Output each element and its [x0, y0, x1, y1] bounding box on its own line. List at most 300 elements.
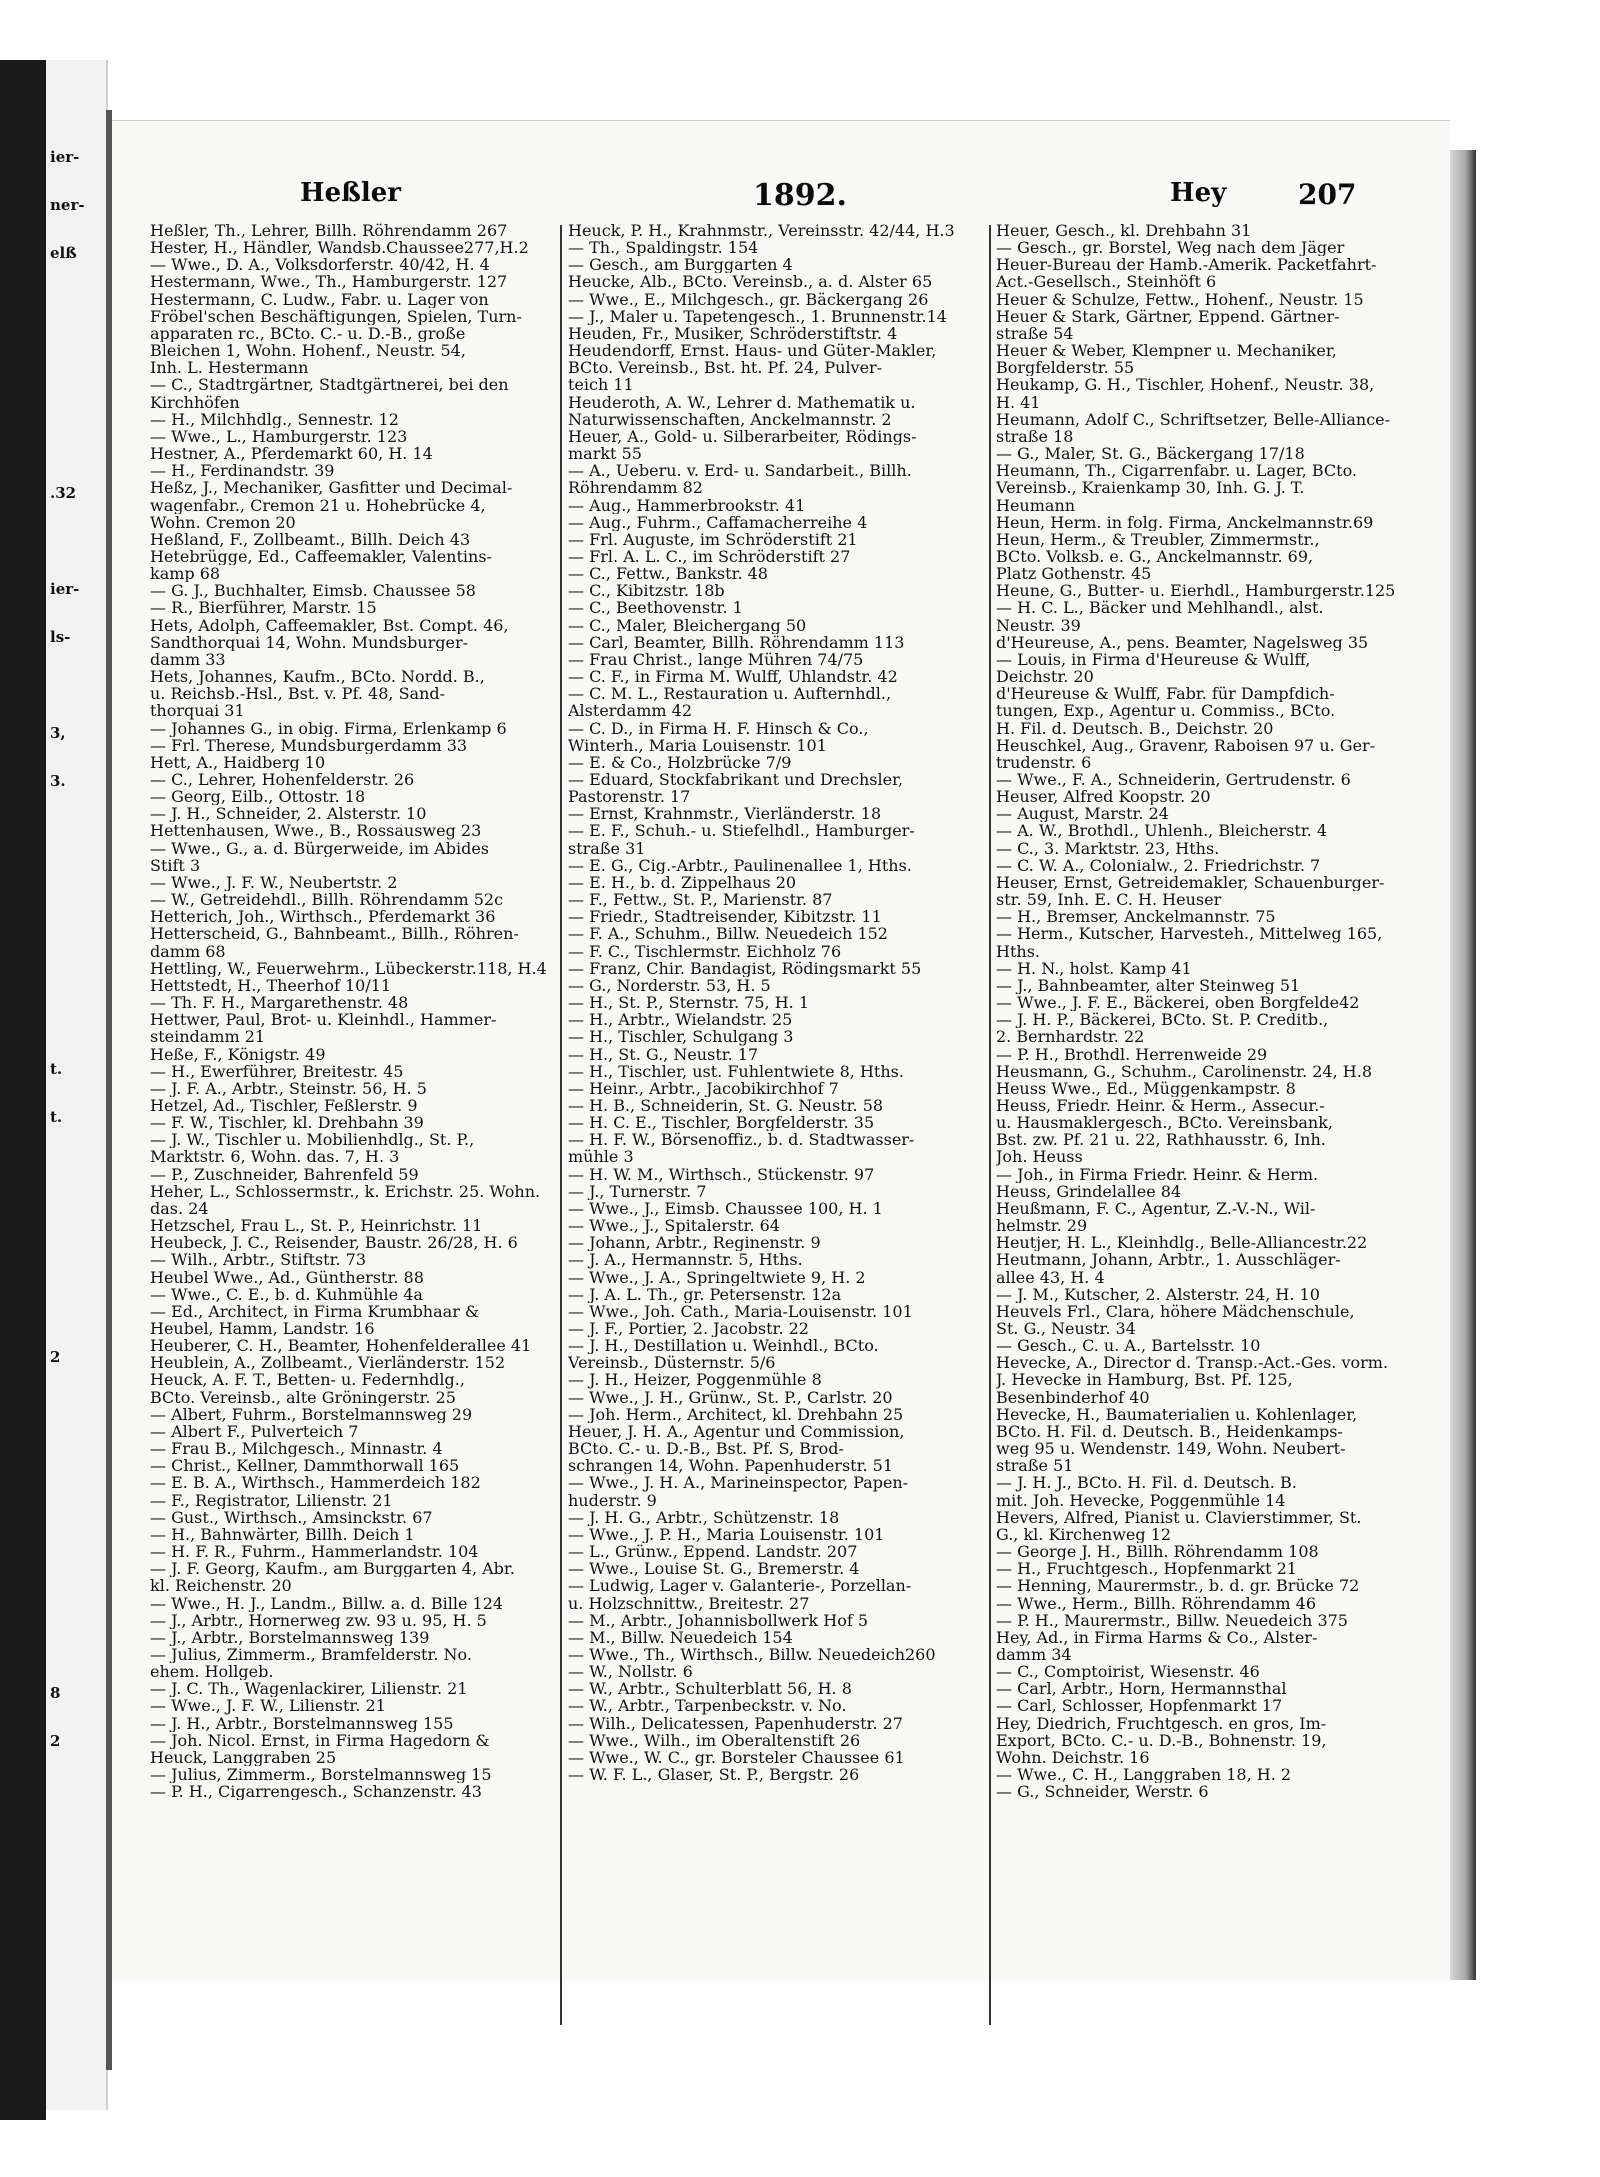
right-catchword: Hey: [1170, 178, 1227, 208]
directory-entry-line: Hey, Ad., in Firma Harms & Co., Alster-: [996, 1628, 1318, 1646]
directory-entry-line: Heuss Wwe., Ed., Müggenkampstr. 8: [996, 1079, 1296, 1097]
directory-entry-line: — Th., Spaldingstr. 154: [568, 239, 759, 257]
page-edge-shadow: [1450, 150, 1476, 1980]
directory-entry-line: — C., Lehrer, Hohenfelderstr. 26: [150, 771, 415, 789]
directory-entry-line: — H. B., Schneiderin, St. G. Neustr. 58: [568, 1096, 884, 1115]
directory-entry-line: — Wwe., J. H., Grünw., St. P., Carlstr. 20: [568, 1388, 893, 1406]
directory-entry-line: — W., Getreidehdl., Billh. Röhrendamm 52c: [150, 891, 504, 909]
directory-entry-line: allee 43, H. 4: [996, 1268, 1105, 1286]
directory-entry-line: — M., Billw. Neuedeich 154: [568, 1628, 793, 1646]
directory-entry-line: u. Hausmaklergesch., BCto. Vereinsbank,: [996, 1114, 1333, 1132]
directory-entry-line: — C., Kibitzstr. 18b: [568, 582, 725, 600]
directory-entry-line: Hestermann, C. Ludw., Fabr. u. Lager von: [150, 290, 489, 308]
directory-entry-line: markt 55: [568, 445, 642, 463]
directory-entry-line: Hetebrügge, Ed., Caffeemakler, Valentins-: [150, 547, 492, 566]
directory-entry-line: — J. F., Portier, 2. Jacobstr. 22: [568, 1320, 809, 1338]
directory-entry-line: wagenfabr., Cremon 21 u. Hohebrücke 4,: [150, 496, 486, 514]
directory-entry-line: — F. C., Tischlermstr. Eichholz 76: [568, 942, 842, 960]
directory-entry-line: straße 54: [996, 324, 1074, 343]
directory-entry-line: straße 31: [568, 839, 646, 857]
directory-entry-line: — Carl, Beamter, Billh. Röhrendamm 113: [568, 633, 905, 651]
directory-entry-line: u. Reichsb.-Hsl., Bst. v. Pf. 48, Sand-: [150, 685, 446, 703]
directory-entry-line: Hettling, W., Feuerwehrm., Lübeckerstr.118, H.4: [150, 959, 547, 977]
directory-entry-line: ehem. Hollgeb.: [150, 1663, 274, 1681]
directory-entry-line: Heumann, Adolf C., Schriftsetzer, Belle-Alliance-: [996, 410, 1391, 428]
directory-entry-line: — A. W., Brothdl., Uhlenh., Bleicherstr. 4: [996, 822, 1328, 840]
directory-entry-line: — Wwe., J., Spitalerstr. 64: [568, 1217, 780, 1235]
directory-entry-line: — Wwe., F. A., Schneiderin, Gertrudenstr. 6: [996, 771, 1351, 789]
directory-entry-line: thorquai 31: [150, 702, 245, 720]
directory-entry-line: Röhrendamm 82: [568, 479, 703, 497]
directory-entry-line: Heuer-Bureau der Hamb.-Amerik. Packetfahrt-: [996, 256, 1377, 274]
directory-entry-line: BCto. Vereinsb., Bst. ht. Pf. 24, Pulver-: [568, 359, 883, 377]
directory-entry-line: Bleichen 1, Wohn. Hohenf., Neustr. 54,: [150, 342, 466, 360]
left-catchword: Heßler: [300, 178, 401, 208]
directory-entry-line: — J. W., Tischler u. Mobilienhdlg., St. P.,: [150, 1131, 475, 1149]
directory-entry-line: — J., Bahnbeamter, alter Steinweg 51: [996, 976, 1301, 995]
directory-entry-line: damm 68: [150, 942, 226, 960]
directory-entry-line: — J. A., Hermannstr. 5, Hths.: [568, 1251, 803, 1269]
directory-entry-line: Heuschkel, Aug., Gravenr, Raboisen 97 u. Ger-: [996, 736, 1376, 754]
directory-entry-line: huderstr. 9: [568, 1491, 657, 1509]
directory-entry-line: Heuderoth, A. W., Lehrer d. Mathematik u.: [568, 393, 916, 411]
directory-entry-line: — J. H. G., Arbtr., Schützenstr. 18: [568, 1508, 840, 1526]
directory-entry-line: — P., Zuschneider, Bahrenfeld 59: [150, 1165, 419, 1183]
directory-entry-line: Heuer, J. H. A., Agentur und Commission,: [568, 1422, 905, 1441]
directory-entry-line: Heuer & Schulze, Fettw., Hohenf., Neustr. 15: [996, 290, 1364, 308]
left-page-fragment-line: .32: [50, 484, 77, 502]
directory-entry-line: — Julius, Zimmerm., Borstelmannsweg 15: [150, 1766, 492, 1784]
directory-entry-line: — Wwe., J. P. H., Maria Louisenstr. 101: [568, 1525, 885, 1544]
directory-entry-line: — P. H., Brothdl. Herrenweide 29: [996, 1045, 1268, 1063]
directory-entry-line: — J., Arbtr., Borstelmannsweg 139: [150, 1628, 430, 1646]
directory-entry-line: — H., Bahnwärter, Billh. Deich 1: [150, 1525, 415, 1544]
directory-entry-line: — H. C. L., Bäcker und Mehlhandl., alst.: [996, 599, 1324, 617]
directory-entry-line: — Johann, Arbtr., Reginenstr. 9: [568, 1234, 821, 1252]
directory-entry-line: Marktstr. 6, Wohn. das. 7, H. 3: [150, 1148, 400, 1166]
directory-entry-line: Heuser, Alfred Koopstr. 20: [996, 788, 1211, 806]
directory-entry-line: — J. H. J., BCto. H. Fil. d. Deutsch. B.: [996, 1474, 1297, 1492]
directory-entry-line: — Wwe., J. F. W., Neubertstr. 2: [150, 873, 398, 892]
directory-entry-line: — Frl. Therese, Mundsburgerdamm 33: [150, 736, 468, 754]
directory-entry-line: — Ed., Architect, in Firma Krumbhaar &: [150, 1302, 480, 1320]
directory-entry-line: Heuer & Weber, Klempner u. Mechaniker,: [996, 342, 1337, 360]
directory-entry-line: — H., Milchhdlg., Sennestr. 12: [150, 410, 399, 428]
directory-entry-line: — Wwe., C. H., Langgraben 18, H. 2: [996, 1766, 1292, 1784]
directory-entry-line: Heutjer, H. L., Kleinhdlg., Belle-Alliancestr.22: [996, 1234, 1368, 1252]
directory-entry-line: — Franz, Chir. Bandagist, Rödingsmarkt 55: [568, 959, 922, 977]
directory-entry-line: — Gesch., gr. Borstel, Weg nach dem Jäger: [996, 239, 1345, 257]
directory-entry-line: Platz Gothenstr. 45: [996, 565, 1152, 583]
directory-entry-line: — Wwe., L., Hamburgerstr. 123: [150, 427, 408, 446]
directory-entry-line: — C., Beethovenstr. 1: [568, 599, 743, 617]
directory-entry-line: Fröbel'schen Beschäftigungen, Spielen, Turn-: [150, 307, 522, 325]
year-heading: 1892.: [753, 178, 847, 213]
directory-entry-line: — Ernst, Krahnmstr., Vierländerstr. 18: [568, 805, 882, 823]
directory-entry-line: — Gust., Wirthsch., Amsinckstr. 67: [150, 1508, 433, 1526]
directory-entry-line: — Wwe., J. A., Springeltwiete 9, H. 2: [568, 1268, 866, 1286]
directory-entry-line: — Friedr., Stadtreisender, Kibitzstr. 11: [568, 908, 882, 926]
directory-entry-line: — Carl, Schlosser, Hopfenmarkt 17: [996, 1697, 1283, 1715]
directory-entry-line: Kirchhöfen: [150, 393, 240, 411]
directory-entry-line: — H., Tischler, Schulgang 3: [568, 1028, 794, 1046]
directory-entry-line: Vereinsb., Kraienkamp 30, Inh. G. J. T.: [996, 479, 1305, 497]
directory-entry-line: — Wwe., E., Milchgesch., gr. Bäckergang 26: [568, 290, 929, 308]
directory-entry-line: Heumann: [996, 496, 1076, 514]
directory-entry-line: straße 51: [996, 1457, 1074, 1475]
directory-entry-line: — J. H., Arbtr., Borstelmannsweg 155: [150, 1714, 454, 1732]
directory-entry-line: — C. F., in Firma M. Wulff, Uhlandstr. 42: [568, 668, 898, 686]
directory-entry-line: — H., Arbtr., Wielandstr. 25: [568, 1011, 793, 1029]
directory-entry-line: Heucke, Alb., BCto. Vereinsb., a. d. Alster 65: [568, 273, 933, 291]
directory-entry-line: tungen, Exp., Agentur u. Commiss., BCto.: [996, 702, 1336, 720]
directory-entry-line: — E. G., Cig.-Arbtr., Paulinenallee 1, Hths.: [568, 856, 912, 874]
directory-entry-line: apparaten rc., BCto. C.- u. D.-B., große: [150, 324, 466, 343]
scanner-background-left: [0, 60, 46, 2120]
directory-entry-line: Heun, Herm. in folg. Firma, Anckelmannstr.69: [996, 513, 1374, 531]
page-number: 207: [1298, 178, 1357, 211]
directory-entry-line: J. Hevecke in Hamburg, Bst. Pf. 125,: [996, 1371, 1293, 1389]
directory-entry-line: Stift 3: [150, 856, 201, 874]
directory-entry-line: — C. D., in Firma H. F. Hinsch & Co.,: [568, 719, 869, 737]
directory-entry-line: Heuvels Frl., Clara, höhere Mädchenschule,: [996, 1302, 1355, 1320]
left-page-fragment-line: elß: [50, 244, 77, 262]
directory-entry-line: Heuck, Langgraben 25: [150, 1748, 337, 1767]
directory-entry-line: Hestner, A., Pferdemarkt 60, H. 14: [150, 445, 433, 463]
directory-entry-line: BCto. C.- u. D.-B., Bst. Pf. S, Brod-: [568, 1440, 844, 1458]
directory-entry-line: — Frl. A. L. C., im Schröderstift 27: [568, 547, 851, 566]
directory-entry-line: — Christ., Kellner, Dammthorwall 165: [150, 1457, 460, 1475]
directory-entry-line: — E. F., Schuh.- u. Stiefelhdl., Hamburger-: [568, 822, 915, 840]
left-page-fragment-line: 3.: [50, 772, 66, 790]
directory-entry-line: — A., Ueberu. v. Erd- u. Sandarbeit., Billh.: [568, 462, 912, 480]
directory-entry-line: — Th. F. H., Margarethenstr. 48: [150, 994, 409, 1012]
directory-entry-line: — Georg, Eilb., Ottostr. 18: [150, 788, 366, 806]
directory-entry-line: — H., St. G., Neustr. 17: [568, 1045, 759, 1063]
directory-entry-line: Hevecke, A., Director d. Transp.-Act.-Ges. vorm.: [996, 1354, 1389, 1372]
directory-entry-line: — Wwe., Wilh., im Oberaltenstift 26: [568, 1731, 861, 1749]
directory-entry-line: — J. H., Schneider, 2. Alsterstr. 10: [150, 805, 427, 823]
directory-entry-line: — M., Arbtr., Johannisbollwerk Hof 5: [568, 1611, 869, 1629]
directory-entry-line: — Albert, Fuhrm., Borstelmannsweg 29: [150, 1405, 473, 1423]
directory-entry-line: trudenstr. 6: [996, 753, 1092, 771]
directory-entry-line: — Gesch., am Burggarten 4: [568, 256, 793, 274]
directory-entry-line: Hetzschel, Frau L., St. P., Heinrichstr. 11: [150, 1217, 483, 1235]
directory-entry-line: — H., Ewerführer, Breitestr. 45: [150, 1062, 404, 1080]
directory-entry-line: damm 33: [150, 650, 226, 669]
directory-entry-line: — George J. H., Billh. Röhrendamm 108: [996, 1543, 1319, 1561]
directory-entry-line: straße 18: [996, 427, 1074, 446]
directory-entry-line: — F. A., Schuhm., Billw. Neuedeich 152: [568, 925, 888, 943]
directory-entry-line: Heßler, Th., Lehrer, Billh. Röhrendamm 267: [150, 222, 508, 240]
directory-entry-line: — F. W., Tischler, kl. Drehbahn 39: [150, 1114, 424, 1132]
directory-entry-line: — Joh., in Firma Friedr. Heinr. & Herm.: [996, 1165, 1319, 1183]
directory-entry-line: — Wwe., Joh. Cath., Maria-Louisenstr. 101: [568, 1302, 913, 1320]
directory-entry-line: Heuss, Friedr. Heinr. & Herm., Assecur.-: [996, 1096, 1325, 1115]
directory-entry-line: Hevers, Alfred, Pianist u. Clavierstimmer, St.: [996, 1508, 1362, 1526]
directory-entry-line: Export, BCto. C.- u. D.-B., Bohnenstr. 19,: [996, 1731, 1327, 1749]
directory-entry-line: — H., Bremser, Anckelmannstr. 75: [996, 908, 1276, 926]
directory-entry-line: kl. Reichenstr. 20: [150, 1577, 292, 1595]
directory-entry-line: str. 59, Inh. E. C. H. Heuser: [996, 891, 1222, 909]
directory-entry-line: — E. B. A., Wirthsch., Hammerdeich 182: [150, 1474, 481, 1492]
directory-entry-line: — Albert F., Pulverteich 7: [150, 1422, 359, 1441]
directory-entry-line: Heuck, P. H., Krahnmstr., Vereinsstr. 42/44, H.3: [568, 222, 955, 240]
directory-entry-line: Deichstr. 20: [996, 668, 1094, 686]
directory-entry-line: — Wwe., Th., Wirthsch., Billw. Neuedeich260: [568, 1645, 936, 1664]
directory-entry-line: — J., Arbtr., Hornerweg zw. 93 u. 95, H. 5: [150, 1611, 487, 1629]
directory-entry-line: — W., Nollstr. 6: [568, 1663, 693, 1681]
directory-entry-line: — Wwe., J. F. E., Bäckerei, oben Borgfelde42: [996, 994, 1360, 1012]
directory-entry-line: Heubeck, J. C., Reisender, Baustr. 26/28, H. 6: [150, 1234, 518, 1252]
left-page-fragment-line: ner-: [50, 196, 85, 214]
left-page-fragment-line: 8: [50, 1684, 61, 1702]
directory-entry-line: Pastorenstr. 17: [568, 788, 691, 806]
directory-entry-line: Naturwissenschaften, Anckelmannstr. 2: [568, 410, 892, 428]
directory-entry-line: — H., Tischler, ust. Fuhlentwiete 8, Hths.: [568, 1062, 904, 1080]
directory-entry-line: — W., Arbtr., Schulterblatt 56, H. 8: [568, 1680, 852, 1698]
directory-entry-line: Heßland, F., Zollbeamt., Billh. Deich 43: [150, 530, 471, 548]
directory-entry-line: Hets, Adolph, Caffeemakler, Bst. Compt. 46,: [150, 616, 509, 634]
directory-entry-line: schrangen 14, Wohn. Papenhuderstr. 51: [568, 1457, 894, 1475]
directory-entry-line: H. Fil. d. Deutsch. B., Deichstr. 20: [996, 719, 1274, 737]
directory-entry-line: Heutmann, Johann, Arbtr., 1. Ausschläger-: [996, 1251, 1341, 1269]
directory-entry-line: — Wwe., J. H. A., Marineinspector, Papen-: [568, 1474, 909, 1492]
directory-entry-line: Hetterscheid, G., Bahnbeamt., Billh., Röhren-: [150, 925, 519, 943]
directory-entry-line: u. Holzschnittw., Breitestr. 27: [568, 1594, 810, 1612]
directory-entry-line: — Frl. Auguste, im Schröderstift 21: [568, 530, 858, 548]
directory-entry-line: — J. H., Destillation u. Weinhdl., BCto.: [568, 1337, 879, 1355]
directory-entry-line: Heubel Wwe., Ad., Güntherstr. 88: [150, 1268, 424, 1286]
directory-entry-line: — H. N., holst. Kamp 41: [996, 959, 1192, 977]
directory-entry-line: Hester, H., Händler, Wandsb.Chaussee277,H.2: [150, 239, 529, 257]
directory-entry-line: Heuden, Fr., Musiker, Schröderstiftstr. 4: [568, 324, 898, 343]
directory-entry-line: — C. W. A., Colonialw., 2. Friedrichstr. 7: [996, 856, 1321, 874]
directory-entry-line: Hevecke, H., Baumaterialien u. Kohlenlager,: [996, 1405, 1358, 1423]
directory-entry-line: Hestermann, Wwe., Th., Hamburgerstr. 127: [150, 273, 508, 291]
directory-entry-line: — Julius, Zimmerm., Bramfelderstr. No.: [150, 1645, 472, 1664]
directory-entry-line: Winterh., Maria Louisenstr. 101: [568, 736, 827, 754]
directory-entry-line: — E. & Co., Holzbrücke 7/9: [568, 753, 792, 771]
directory-entry-line: — J. H. P., Bäckerei, BCto. St. P. Creditb.,: [996, 1011, 1329, 1029]
directory-column-left: [150, 222, 558, 1800]
directory-entry-line: — J. F. Georg, Kaufm., am Burggarten 4, Abr.: [150, 1560, 515, 1578]
directory-column-middle: [568, 222, 988, 1783]
left-page-fragment-line: 2: [50, 1732, 61, 1750]
directory-entry-line: — Aug., Hammerbrookstr. 41: [568, 496, 806, 514]
directory-entry-line: Hettstedt, H., Theerhof 10/11: [150, 976, 392, 995]
directory-entry-line: St. G., Neustr. 34: [996, 1320, 1136, 1338]
left-page-fragment-line: ier-: [50, 148, 80, 166]
directory-entry-line: BCto. Vereinsb., alte Gröningerstr. 25: [150, 1388, 456, 1406]
directory-entry-line: — Wwe., Louise St. G., Bremerstr. 4: [568, 1560, 860, 1578]
directory-entry-line: das. 24: [150, 1199, 209, 1218]
directory-entry-line: Inh. L. Hestermann: [150, 359, 309, 377]
directory-entry-line: — G., Maler, St. G., Bäckergang 17/18: [996, 445, 1305, 463]
directory-entry-line: Hets, Johannes, Kaufm., BCto. Nordd. B.,: [150, 668, 485, 686]
directory-entry-line: — P. H., Cigarrengesch., Schanzenstr. 43: [150, 1783, 482, 1801]
directory-entry-line: — Frau B., Milchgesch., Minnastr. 4: [150, 1440, 443, 1458]
directory-entry-line: mühle 3: [568, 1148, 634, 1166]
directory-entry-line: Vereinsb., Düsternstr. 5/6: [568, 1354, 776, 1372]
directory-entry-line: G., kl. Kirchenweg 12: [996, 1525, 1172, 1544]
directory-entry-line: Heublein, A., Zollbeamt., Vierländerstr. 152: [150, 1354, 506, 1372]
directory-entry-line: — Joh. Herm., Architect, kl. Drehbahn 25: [568, 1405, 904, 1423]
directory-entry-line: — J. H., Heizer, Poggenmühle 8: [568, 1371, 822, 1389]
directory-entry-line: — Ludwig, Lager v. Galanterie-, Porzellan-: [568, 1577, 912, 1595]
directory-entry-line: — C., Comptoirist, Wiesenstr. 46: [996, 1663, 1260, 1681]
directory-entry-line: — J. F. A., Arbtr., Steinstr. 56, H. 5: [150, 1079, 427, 1097]
directory-entry-line: Heubel, Hamm, Landstr. 16: [150, 1320, 375, 1338]
left-page-fragment-line: ls-: [50, 628, 71, 646]
directory-entry-line: — L., Grünw., Eppend. Landstr. 207: [568, 1543, 858, 1561]
directory-entry-line: — J. A. L. Th., gr. Petersenstr. 12a: [568, 1285, 842, 1303]
directory-entry-line: — Heinr., Arbtr., Jacobikirchhof 7: [568, 1079, 839, 1097]
directory-entry-line: BCto. Volksb. e. G., Anckelmannstr. 69,: [996, 547, 1314, 566]
column-rule: [560, 225, 562, 2025]
directory-entry-line: helmstr. 29: [996, 1217, 1088, 1235]
directory-entry-line: — G. J., Buchhalter, Eimsb. Chaussee 58: [150, 582, 476, 600]
directory-column-right: [996, 222, 1408, 1800]
directory-entry-line: — C. M. L., Restauration u. Aufternhdl.,: [568, 685, 892, 703]
directory-entry-line: — R., Bierführer, Marstr. 15: [150, 599, 377, 617]
directory-entry-line: Besenbinderhof 40: [996, 1388, 1150, 1406]
directory-entry-line: kamp 68: [150, 565, 221, 583]
directory-entry-line: Hettwer, Paul, Brot- u. Kleinhdl., Hammer-: [150, 1011, 497, 1029]
directory-entry-line: Neustr. 39: [996, 616, 1081, 634]
directory-entry-line: Hett, A., Haidberg 10: [150, 753, 326, 771]
directory-entry-line: — H. C. E., Tischler, Borgfelderstr. 35: [568, 1114, 875, 1132]
directory-entry-line: Heher, L., Schlossermstr., k. Erichstr. 25. Wohn.: [150, 1182, 541, 1200]
directory-entry-line: — Wilh., Arbtr., Stiftstr. 73: [150, 1251, 366, 1269]
directory-entry-line: Alsterdamm 42: [568, 702, 692, 720]
left-page-fragment-line: t.: [50, 1060, 63, 1078]
directory-entry-line: — H. F. W., Börsenoffiz., b. d. Stadtwasser-: [568, 1131, 915, 1149]
directory-entry-line: Heuck, A. F. T., Betten- u. Federnhdlg.,: [150, 1371, 465, 1389]
directory-entry-line: mit. Joh. Hevecke, Poggenmühle 14: [996, 1491, 1286, 1509]
directory-entry-line: Wohn. Cremon 20: [150, 513, 296, 531]
directory-entry-line: — J. M., Kutscher, 2. Alsterstr. 24, H. 10: [996, 1285, 1320, 1303]
directory-entry-line: — J., Maler u. Tapetengesch., 1. Brunnenstr.14: [568, 307, 947, 325]
directory-entry-line: — C., Maler, Bleichergang 50: [568, 616, 807, 634]
directory-entry-line: — W. F. L., Glaser, St. P., Bergstr. 26: [568, 1766, 860, 1784]
directory-entry-line: Heun, Herm., & Treubler, Zimmermstr.,: [996, 530, 1320, 548]
directory-entry-line: Heuberer, C. H., Beamter, Hohenfelderallee 41: [150, 1337, 532, 1355]
directory-entry-line: — E. H., b. d. Zippelhaus 20: [568, 873, 797, 892]
directory-entry-line: Heße, F., Königstr. 49: [150, 1045, 326, 1063]
directory-entry-line: — H. W. M., Wirthsch., Stückenstr. 97: [568, 1165, 875, 1183]
left-page-fragment-line: t.: [50, 1108, 63, 1126]
directory-entry-line: BCto. H. Fil. d. Deutsch. B., Heidenkamps-: [996, 1422, 1343, 1441]
directory-entry-line: Hetzel, Ad., Tischler, Feßlerstr. 9: [150, 1096, 418, 1115]
directory-entry-line: Heudendorff, Ernst. Haus- und Güter-Makler,: [568, 342, 937, 360]
directory-entry-line: Borgfelderstr. 55: [996, 359, 1135, 377]
directory-entry-line: — Wwe., D. A., Volksdorferstr. 40/42, H. 4: [150, 256, 490, 274]
directory-entry-line: — Wwe., H. J., Landm., Billw. a. d. Bille 124: [150, 1594, 504, 1612]
directory-entry-line: — W., Arbtr., Tarpenbeckstr. v. No.: [568, 1697, 847, 1715]
directory-entry-line: Heune, G., Butter- u. Eierhdl., Hamburgerstr.125: [996, 582, 1396, 600]
directory-entry-line: — H., Fruchtgesch., Hopfenmarkt 21: [996, 1560, 1297, 1578]
directory-entry-line: Heußmann, F. C., Agentur, Z.-V.-N., Wil-: [996, 1199, 1316, 1218]
directory-entry-line: — Wwe., C. E., b. d. Kuhmühle 4a: [150, 1285, 423, 1303]
directory-entry-line: Heuss, Grindelallee 84: [996, 1182, 1182, 1200]
directory-entry-line: Heßz, J., Mechaniker, Gasfitter und Decimal-: [150, 479, 513, 497]
left-page-fragment-line: 3,: [50, 724, 66, 742]
left-page-fragment-line: 2: [50, 1348, 61, 1366]
directory-entry-line: — Johannes G., in obig. Firma, Erlenkamp 6: [150, 719, 507, 737]
directory-entry-line: — Aug., Fuhrm., Caffamacherreihe 4: [568, 513, 868, 531]
directory-entry-line: Wohn. Deichstr. 16: [996, 1748, 1150, 1767]
directory-entry-line: — G., Schneider, Werstr. 6: [996, 1783, 1209, 1801]
left-page-fragment: [46, 60, 108, 2110]
directory-entry-line: — Carl, Arbtr., Horn, Hermannsthal: [996, 1680, 1287, 1698]
directory-entry-line: 2. Bernhardstr. 22: [996, 1028, 1145, 1046]
directory-entry-line: — Wwe., W. C., gr. Borsteler Chaussee 61: [568, 1748, 905, 1767]
column-rule: [989, 225, 991, 2025]
directory-entry-line: — Wwe., G., a. d. Bürgerweide, im Abides: [150, 839, 489, 857]
directory-entry-line: — H. F. R., Fuhrm., Hammerlandstr. 104: [150, 1543, 479, 1561]
directory-entry-line: damm 34: [996, 1645, 1072, 1664]
directory-entry-line: Joh. Heuss: [996, 1148, 1083, 1166]
directory-entry-line: — H., Ferdinandstr. 39: [150, 462, 335, 480]
left-page-fragment-line: ier-: [50, 580, 80, 598]
directory-entry-line: — Henning, Maurermstr., b. d. gr. Brücke 72: [996, 1577, 1360, 1595]
directory-entry-line: Heuser, Ernst, Getreidemakler, Schauenburger-: [996, 873, 1385, 892]
directory-entry-line: Heusmann, G., Schuhm., Carolinenstr. 24, H.8: [996, 1062, 1372, 1080]
directory-entry-line: — Frau Christ., lange Mühren 74/75: [568, 650, 864, 669]
directory-entry-line: Heukamp, G. H., Tischler, Hohenf., Neustr. 38,: [996, 376, 1375, 394]
directory-entry-line: Hetterich, Joh., Wirthsch., Pferdemarkt 36: [150, 908, 496, 926]
directory-entry-line: Bst. zw. Pf. 21 u. 22, Rathhausstr. 6, Inh.: [996, 1131, 1326, 1149]
directory-entry-line: Hths.: [996, 942, 1040, 960]
directory-entry-line: teich 11: [568, 376, 634, 394]
directory-entry-line: — Herm., Kutscher, Harvesteh., Mittelweg 165,: [996, 925, 1383, 943]
directory-entry-line: Hettenhausen, Wwe., B., Rossausweg 23: [150, 822, 482, 840]
directory-entry-line: — F., Registrator, Lilienstr. 21: [150, 1491, 393, 1509]
directory-entry-line: — H., St. P., Sternstr. 75, H. 1: [568, 994, 809, 1012]
directory-entry-line: — F., Fettw., St. P., Marienstr. 87: [568, 891, 833, 909]
directory-entry-line: — August, Marstr. 24: [996, 805, 1169, 823]
directory-entry-line: — Wilh., Delicatessen, Papenhuderstr. 27: [568, 1714, 903, 1732]
directory-entry-line: — Eduard, Stockfabrikant und Drechsler,: [568, 771, 904, 789]
directory-entry-line: — Wwe., J., Eimsb. Chaussee 100, H. 1: [568, 1199, 883, 1218]
directory-entry-line: — P. H., Maurermstr., Billw. Neuedeich 375: [996, 1611, 1348, 1629]
directory-entry-line: — C., Fettw., Bankstr. 48: [568, 565, 768, 583]
directory-entry-line: H. 41: [996, 393, 1041, 411]
directory-entry-line: — Wwe., J. F. W., Lilienstr. 21: [150, 1697, 386, 1715]
directory-entry-line: d'Heureuse & Wulff, Fabr. für Dampfdich-: [996, 685, 1335, 703]
directory-entry-line: — J. C. Th., Wagenlackirer, Lilienstr. 21: [150, 1680, 468, 1698]
directory-entry-line: — Louis, in Firma d'Heureuse & Wulff,: [996, 650, 1311, 669]
directory-entry-line: — Gesch., C. u. A., Bartelsstr. 10: [996, 1337, 1261, 1355]
directory-entry-line: — C., 3. Marktstr. 23, Hths.: [996, 839, 1220, 857]
directory-entry-line: Heuer & Stark, Gärtner, Eppend. Gärtner-: [996, 307, 1340, 325]
directory-entry-line: Sandthorquai 14, Wohn. Mundsburger-: [150, 633, 469, 651]
directory-entry-line: steindamm 21: [150, 1028, 266, 1046]
directory-entry-line: — Joh. Nicol. Ernst, in Firma Hagedorn &: [150, 1731, 490, 1749]
directory-entry-line: — Wwe., Herm., Billh. Röhrendamm 46: [996, 1594, 1317, 1612]
directory-entry-line: d'Heureuse, A., pens. Beamter, Nagelsweg 35: [996, 633, 1369, 651]
directory-entry-line: Heuer, A., Gold- u. Silberarbeiter, Rödings-: [568, 427, 917, 446]
directory-entry-line: Heumann, Th., Cigarrenfabr. u. Lager, BCto.: [996, 462, 1358, 480]
directory-entry-line: — C., Stadtrgärtner, Stadtgärtnerei, bei den: [150, 376, 509, 394]
directory-entry-line: weg 95 u. Wendenstr. 149, Wohn. Neubert-: [996, 1440, 1346, 1458]
directory-entry-line: — J., Turnerstr. 7: [568, 1182, 707, 1200]
directory-entry-line: — G., Norderstr. 53, H. 5: [568, 976, 771, 995]
directory-entry-line: Act.-Gesellsch., Steinhöft 6: [996, 273, 1217, 291]
directory-entry-line: Heuer, Gesch., kl. Drehbahn 31: [996, 222, 1252, 240]
directory-entry-line: Hey, Diedrich, Fruchtgesch. en gros, Im-: [996, 1714, 1327, 1732]
